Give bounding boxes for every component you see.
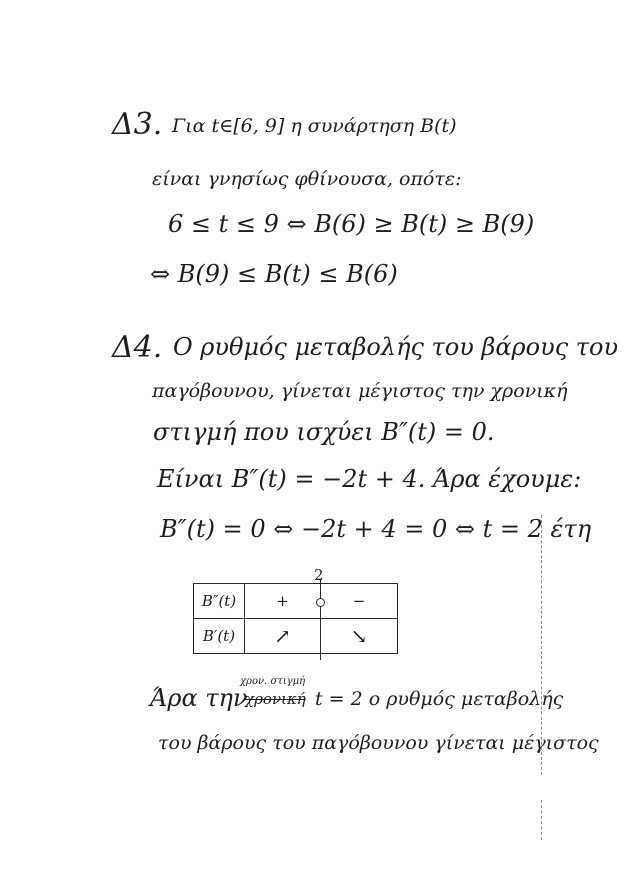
d4-line-3: στιγμή που ισχύει B″(t) = 0.: [153, 418, 495, 446]
sign-table-marker-line: [320, 580, 321, 660]
sign-table-func: B′(t): [194, 619, 245, 654]
conclusion-struck: χρονική: [245, 690, 306, 708]
sign-table-left: ↗: [245, 619, 321, 654]
conclusion-line-1: t = 2 ο ρυθμός μεταβολής: [315, 688, 564, 710]
d4-line-2: παγόβουνου, γίνεται μέγιστος την χρονική: [152, 380, 568, 402]
sign-table-left: +: [245, 584, 321, 619]
d4-line-5: B″(t) = 0 ⇔ −2t + 4 = 0 ⇔ t = 2 έτη: [160, 515, 592, 543]
sign-table-row: [194, 619, 398, 654]
scan-edge-line: [541, 800, 542, 840]
section-label-d3: Δ3.: [112, 107, 163, 142]
d3-line-4: ⇔ B(9) ≤ B(t) ≤ B(6): [150, 260, 398, 288]
sign-table-row: [194, 584, 398, 619]
d4-line-1: Ο ρυθμός μεταβολής του βάρους του: [173, 333, 619, 361]
conclusion-prefix: Άρα την: [150, 684, 248, 712]
sign-table-right: ↘: [321, 619, 398, 654]
section-label-d4: Δ4.: [112, 330, 163, 365]
d4-line-4: Είναι B″(t) = −2t + 4. Άρα έχουμε:: [157, 465, 582, 493]
sign-table-point: 2: [314, 566, 324, 584]
sign-table-right: −: [321, 584, 398, 619]
d3-line-2: είναι γνησίως φθίνουσα, οπότε:: [152, 168, 462, 190]
conclusion-insert: χρον. στιγμή: [240, 676, 306, 687]
sign-table-marker-dot: [316, 598, 325, 607]
sign-table: [193, 583, 398, 654]
d3-line-1: Για t∈[6, 9] η συνάρτηση B(t): [172, 115, 457, 137]
scan-edge-line: [541, 515, 542, 775]
conclusion-line-2: του βάρους του παγόβουνου γίνεται μέγιστος: [158, 732, 599, 754]
sign-table-func: B″(t): [194, 584, 245, 619]
d3-line-3: 6 ≤ t ≤ 9 ⇔ B(6) ≥ B(t) ≥ B(9): [168, 210, 535, 238]
